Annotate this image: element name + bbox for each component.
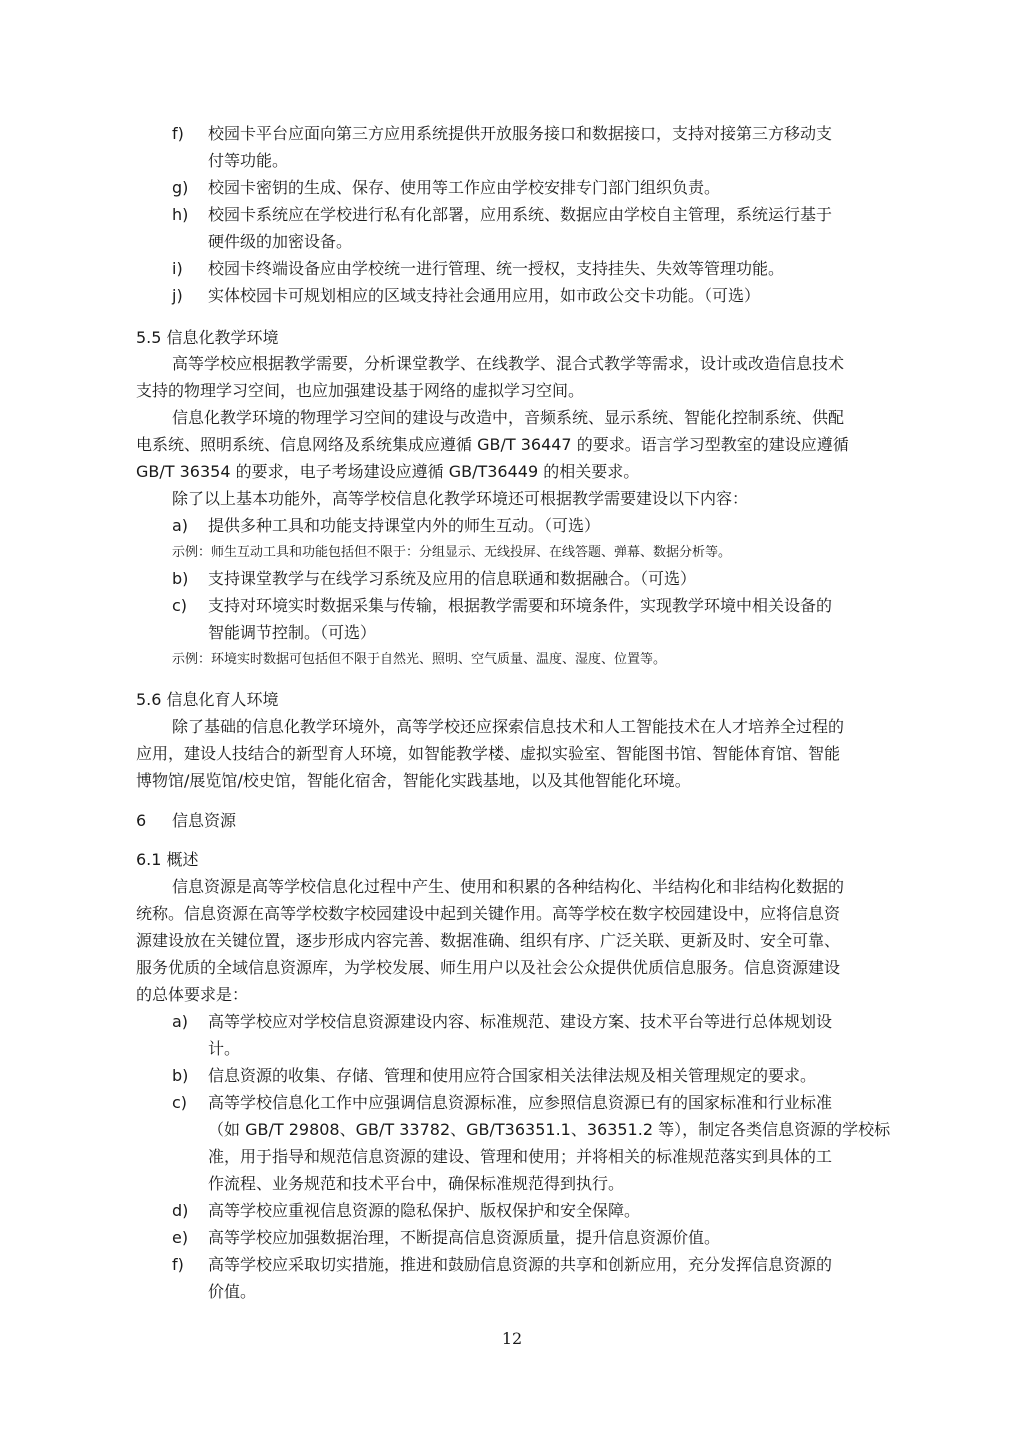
- list-item-line: 价值。: [208, 1282, 257, 1301]
- list-item-line: 高等学校信息化工作中应强调信息资源标准，应参照信息资源已有的国家标准和行业标准: [208, 1093, 833, 1112]
- paragraph-line: 除了以上基本功能外，高等学校信息化教学环境还可根据教学需要建设以下内容：: [172, 489, 749, 508]
- paragraph-line: 博物馆/展览馆/校史馆，智能化宿舍，智能化实践基地，以及其他智能化环境。: [136, 771, 691, 790]
- page-number: 12: [501, 1329, 523, 1348]
- list-item-line: 支持课堂教学与在线学习系统及应用的信息联通和数据融合。（可选）: [208, 569, 697, 588]
- list-item-line: 作流程、业务规范和技术平台中，确保标准规范得到执行。: [208, 1174, 625, 1193]
- list-item-line: 付等功能。: [208, 151, 289, 170]
- paragraph-line: 统称。信息资源在高等学校数字校园建设中起到关键作用。高等学校在数字校园建设中，应将信息资: [136, 904, 841, 923]
- list-item-line: 智能调节控制。（可选）: [208, 623, 377, 642]
- list-label: i): [172, 259, 183, 278]
- list-label: f): [172, 124, 184, 143]
- list-label: c): [172, 1093, 188, 1112]
- list-label: b): [172, 569, 189, 588]
- list-label: a): [172, 1012, 189, 1031]
- paragraph-line: 信息化教学环境的物理学习空间的建设与改造中，音频系统、显示系统、智能化控制系统、供配: [172, 408, 845, 427]
- list-item-line: 高等学校应加强数据治理，不断提高信息资源质量，提升信息资源价值。: [208, 1228, 721, 1247]
- list-label: d): [172, 1201, 189, 1220]
- list-item-line: 硬件级的加密设备。: [208, 232, 353, 251]
- list-item-line: 校园卡密钥的生成、保存、使用等工作应由学校安排专门部门组织负责。: [208, 178, 721, 197]
- list-item-line: 高等学校应采取切实措施，推进和鼓励信息资源的共享和创新应用，充分发挥信息资源的: [208, 1255, 833, 1274]
- list-label: g): [172, 178, 189, 197]
- list-item-line: 实体校园卡可规划相应的区域支持社会通用应用，如市政公交卡功能。（可选）: [208, 286, 761, 305]
- section-heading-5-6: 5.6 信息化育人环境: [136, 690, 279, 709]
- list-label: b): [172, 1066, 189, 1085]
- paragraph-line: 源建设放在关键位置，逐步形成内容完善、数据准确、组织有序、广泛关联、更新及时、安全可靠、: [136, 931, 841, 950]
- list-label: h): [172, 205, 189, 224]
- list-item-line: 准，用于指导和规范信息资源的建设、管理和使用；并将相关的标准规范落实到具体的工: [208, 1147, 833, 1166]
- list-item-line: 高等学校应重视信息资源的隐私保护、版权保护和安全保障。: [208, 1201, 641, 1220]
- list-label: e): [172, 1228, 189, 1247]
- example-note: 示例：环境实时数据可包括但不限于自然光、照明、空气质量、温度、湿度、位置等。: [172, 652, 667, 667]
- list-item-line: 校园卡系统应在学校进行私有化部署，应用系统、数据应由学校自主管理，系统运行基于: [208, 205, 833, 224]
- paragraph-line: 支持的物理学习空间，也应加强建设基于网络的虚拟学习空间。: [136, 381, 585, 400]
- paragraph-line: 服务优质的全域信息资源库，为学校发展、师生用户以及社会公众提供优质信息服务。信息资源建设: [136, 958, 841, 977]
- list-label: a): [172, 516, 189, 535]
- list-item-line: 提供多种工具和功能支持课堂内外的师生互动。（可选）: [208, 516, 601, 535]
- section-heading-6-1: 6.1 概述: [136, 850, 199, 869]
- paragraph-line: 的总体要求是：: [136, 985, 249, 1004]
- paragraph-line: 信息资源是高等学校信息化过程中产生、使用和积累的各种结构化、半结构化和非结构化数据的: [172, 877, 845, 896]
- list-item-line: 信息资源的收集、存储、管理和使用应符合国家相关法律法规及相关管理规定的要求。: [208, 1066, 817, 1085]
- list-label: f): [172, 1255, 184, 1274]
- list-item-line: 支持对环境实时数据采集与传输，根据教学需要和环境条件，实现教学环境中相关设备的: [208, 596, 833, 615]
- section-heading-5-5: 5.5 信息化教学环境: [136, 328, 279, 347]
- list-label: j): [172, 286, 183, 305]
- paragraph-line: 应用，建设人技结合的新型育人环境，如智能教学楼、虚拟实验室、智能图书馆、智能体育馆、智能: [136, 744, 841, 763]
- list-item-line: 高等学校应对学校信息资源建设内容、标准规范、建设方案、技术平台等进行总体规划设: [208, 1012, 833, 1031]
- paragraph-line: 除了基础的信息化教学环境外，高等学校还应探索信息技术和人工智能技术在人才培养全过程的: [172, 717, 845, 736]
- list-item-line: （如 GB/T 29808、GB/T 33782、GB/T36351.1、36351.2 等），制定各类信息资源的学校标: [208, 1120, 891, 1139]
- list-label: c): [172, 596, 188, 615]
- paragraph-line: GB/T 36354 的要求，电子考场建设应遵循 GB/T36449 的相关要求。: [136, 462, 640, 481]
- list-item-line: 校园卡终端设备应由学校统一进行管理、统一授权，支持挂失、失效等管理功能。: [208, 259, 785, 278]
- chapter-number: 6: [136, 811, 147, 830]
- chapter-title: 信息资源: [172, 811, 237, 830]
- list-item-line: 校园卡平台应面向第三方应用系统提供开放服务接口和数据接口，支持对接第三方移动支: [208, 124, 833, 143]
- paragraph-line: 电系统、照明系统、信息网络及系统集成应遵循 GB/T 36447 的要求。语言学习型教室的建设应遵循: [136, 435, 849, 454]
- list-item-line: 计。: [208, 1039, 241, 1058]
- example-note: 示例：师生互动工具和功能包括但不限于：分组显示、无线投屏、在线答题、弹幕、数据分析等。: [172, 545, 732, 560]
- paragraph-line: 高等学校应根据教学需要，分析课堂教学、在线教学、混合式教学等需求，设计或改造信息技术: [172, 354, 845, 373]
